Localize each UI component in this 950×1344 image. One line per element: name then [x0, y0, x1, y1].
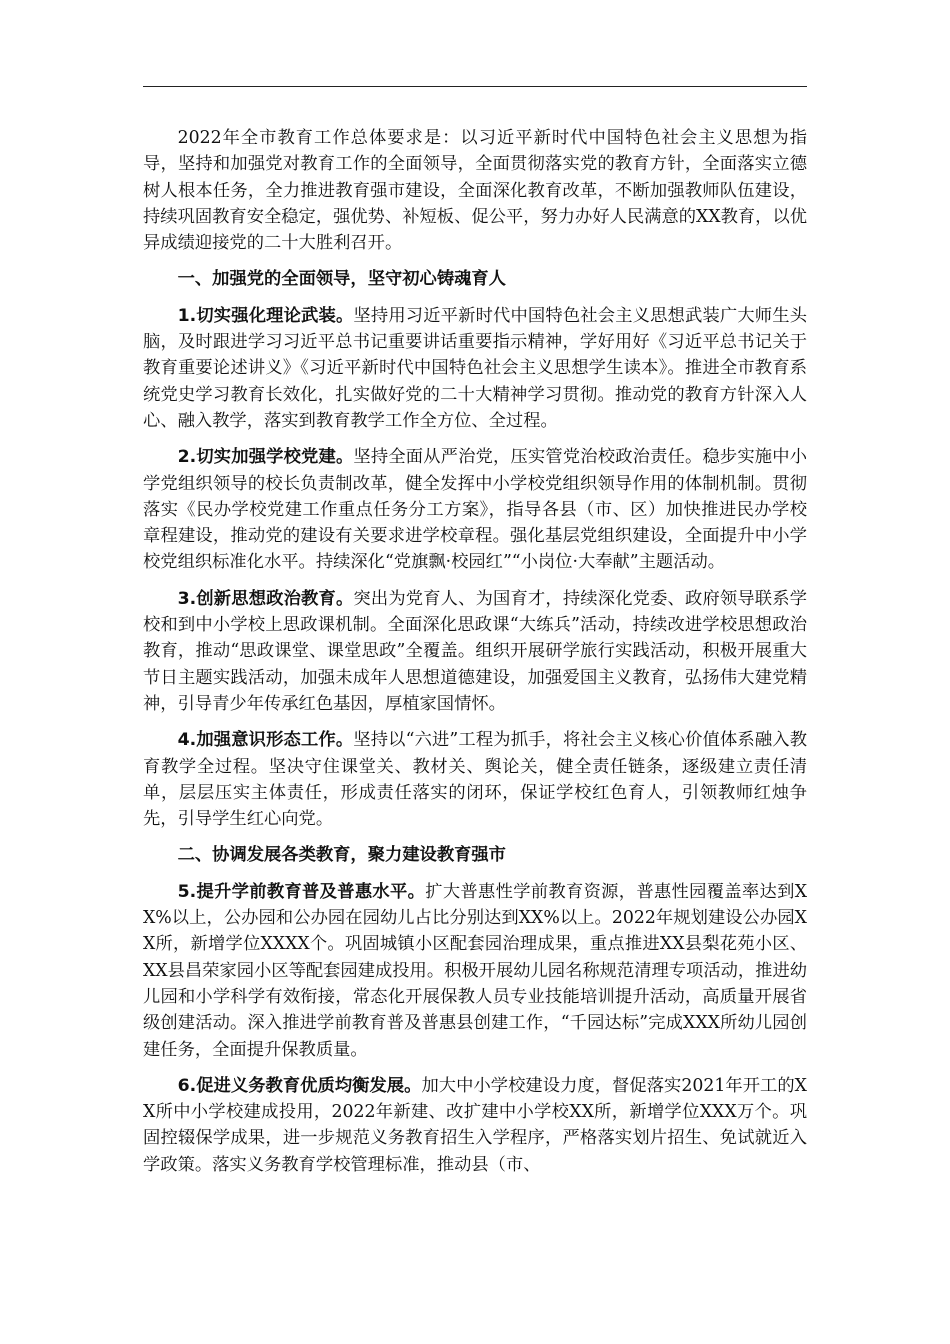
- item-lead-5: 5.提升学前教育普及普惠水平。: [177, 881, 426, 902]
- item-text-2: 坚持全面从严治党，压实管党治校政治责任。稳步实施中小学党组织领导的校长负责制改革，健全发挥中小学校党组织领导作用的体制机制。贯彻落实《民办学校党建工作重点任务分工方案》，指导各县（市、区）加快推进民办学校章程建设，推动党的建设有关要求进学校章程。强化基层党组织建设，全面提升中小学校党组织标准化水平。持续深化“党旗飘·校园红”“小岗位·大奉献”主题活动。: [143, 447, 807, 573]
- item-lead-6: 6.促进义务教育优质均衡发展。: [177, 1075, 422, 1096]
- item-lead-2: 2.切实加强学校党建。: [177, 447, 354, 468]
- item-text-5: 扩大普惠性学前教育资源，普惠性园覆盖率达到XX%以上，公办园和公办园在园幼儿占比分别达到XX%以上。2022年规划建设公办园XX所，新增学位XXXX个。巩固城镇小区配套园治理成果，重点推进XX县梨花苑小区、XX县昌荣家园小区等配套园建成投用。积极开展幼儿园名称规范清理专项活动，推进幼儿园和小学科学有效衔接，常态化开展保教人员专业技能培训提升活动，高质量开展省级创建活动。深入推进学前教育普及普惠县创建工作，“千园达标”完成XXX所幼儿园创建任务，全面提升保教质量。: [143, 881, 808, 1060]
- section-heading-1: 一、加强党的全面领导，坚守初心铸魂育人: [177, 269, 506, 290]
- item-paragraph-6: [143, 1073, 807, 1178]
- item-lead-1: 1.切实强化理论武装。: [177, 305, 354, 326]
- item-paragraph-1: [143, 303, 807, 434]
- item-text-1: 坚持用习近平新时代中国特色社会主义思想武装广大师生头脑，及时跟进学习习近平总书记重要讲话重要指示精神，学好用好《习近平总书记关于教育重要论述讲义》《习近平新时代中国特色社会主义思想学生读本》。推进全市教育系统党史学习教育长效化，扎实做好党的二十大精神学习贯彻。推动党的教育方针深入人心、融入教学，落实到教育教学工作全方位、全过程。: [143, 305, 807, 431]
- section-heading-2: 二、协调发展各类教育，聚力建设教育强市: [177, 845, 506, 866]
- item-lead-4: 4.加强意识形态工作。: [177, 730, 354, 751]
- item-text-6: 加大中小学校建设力度，督促落实2021年开工的XX所中小学校建成投用，2022年新建、改扩建中小学校XX所，新增学位XXX万个。巩固控辍保学成果，进一步规范义务教育招生入学程序，严格落实划片招生、免试就近入学政策。落实义务教育学校管理标准，推动县（市、: [143, 1075, 807, 1175]
- item-paragraph-2: [143, 444, 807, 575]
- intro-paragraph: 2022年全市教育工作总体要求是：以习近平新时代中国特色社会主义思想为指导，坚持和加强党对教育工作的全面领导，全面贯彻落实党的教育方针，全面落实立德树人根本任务，全力推进教育强市建设，全面深化教育改革，不断加强教师队伍建设，持续巩固教育安全稳定，强优势、补短板、促公平，努力办好人民满意的XX教育，以优异成绩迎接党的二十大胜利召开。: [143, 128, 808, 254]
- item-paragraph-5: [143, 879, 807, 1063]
- item-text-4: 坚持以“六进”工程为抓手，将社会主义核心价值体系融入教育教学全过程。坚决守住课堂关、教材关、舆论关，健全责任链条，逐级建立责任清单，层层压实主体责任，形成责任落实的闭环，保证学校红色育人，引领教师红烛争先，引导学生红心向党。: [143, 730, 807, 830]
- item-text-3: 突出为党育人、为国育才，持续深化党委、政府领导联系学校和到中小学校上思政课机制。全面深化思政课“大练兵”活动，持续改进学校思想政治教育，推动“思政课堂、课堂思政”全覆盖。组织开展研学旅行实践活动，积极开展重大节日主题实践活动，加强未成年人思想道德建设，加强爱国主义教育，弘扬伟大建党精神，引导青少年传承红色基因，厚植家国情怀。: [143, 588, 807, 714]
- item-paragraph-4: [143, 727, 807, 832]
- document-body: [143, 125, 807, 1188]
- item-paragraph-3: [143, 586, 807, 717]
- header-rule: [143, 86, 807, 87]
- item-lead-3: 3.创新思想政治教育。: [177, 588, 354, 609]
